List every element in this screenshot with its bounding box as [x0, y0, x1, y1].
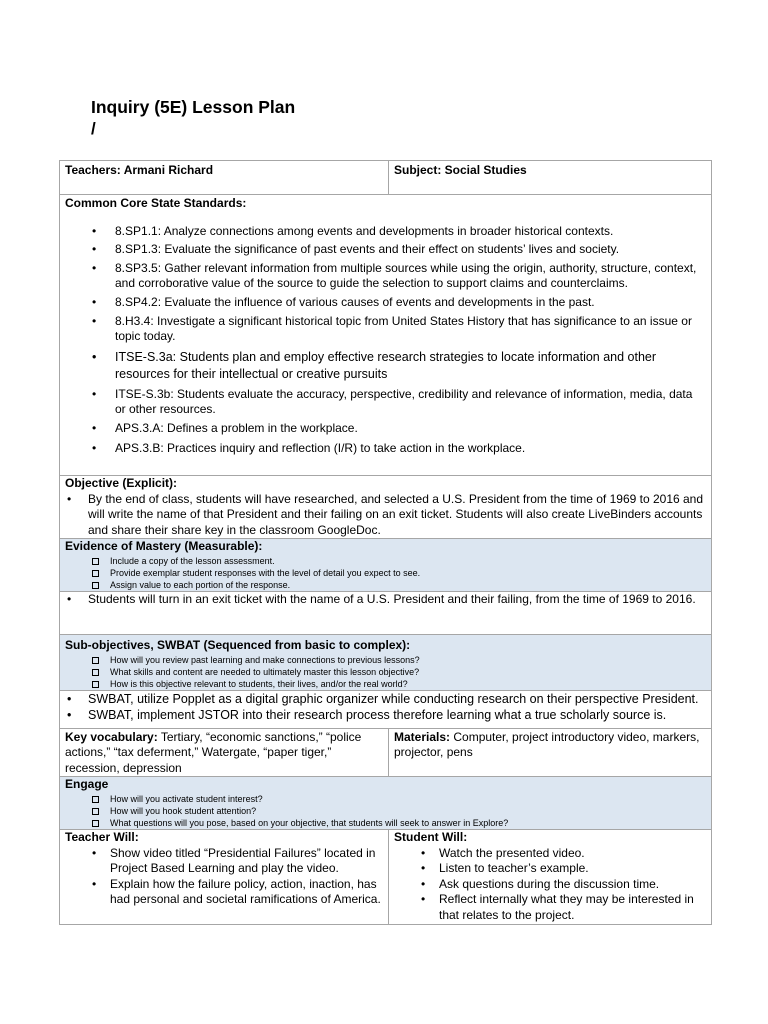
list-item: • SWBAT, utilize Popplet as a digital graphic organizer while conducting research on their perspective President.	[65, 691, 706, 708]
teacher-will-heading: Teacher Will:	[65, 829, 139, 844]
list-item: • Listen to teacher’s example.	[394, 861, 706, 877]
list-item: • APS.3.B: Practices inquiry and reflection (I/R) to take action in the workplace.	[65, 441, 706, 457]
list-item: • SWBAT, implement JSTOR into their research process therefore learning what a true scholarly source is.	[65, 707, 706, 724]
vocab-text: Tertiary, “economic sanctions,” “police actions,” “tax deferment,” Watergate, “paper tiger,” recession, depression	[65, 729, 362, 775]
materials-text: Computer, project introductory video, markers, projector, pens	[394, 729, 700, 760]
prompt-item: How will you activate student interest?	[65, 793, 706, 805]
list-item: • By the end of class, students will have researched, and selected a U.S. President from the time of 1969 to 2016 and will write the name of that President and their failing on an exit ticket. Students will also create LiveBinders accounts and share their share key in the classroom GoogleDoc.	[65, 492, 706, 539]
prompt-item: How is this objective relevant to students, their lives, and/or the real world?	[65, 678, 706, 690]
standards-list	[65, 224, 706, 457]
lesson-plan-table	[59, 160, 712, 925]
list-item: • Explain how the failure policy, action, inaction, has had personal and societal ramifications of America.	[65, 877, 383, 908]
vocab-cell	[60, 728, 389, 777]
prompt-item: How will you review past learning and make connections to previous lessons?	[65, 654, 706, 666]
prompt-item: Assign value to each portion of the response.	[65, 579, 706, 591]
engage-heading: Engage	[65, 777, 109, 792]
engage-cell	[60, 777, 712, 830]
subobjectives-prompts	[65, 654, 706, 690]
teacher-will-cell	[60, 829, 389, 924]
evidence-heading: Evidence of Mastery (Measurable):	[65, 539, 263, 554]
subobjectives-heading: Sub-objectives, SWBAT (Sequenced from basic to complex):	[65, 637, 411, 652]
prompt-item: Provide exemplar student responses with the level of detail you expect to see.	[65, 567, 706, 579]
page-title: Inquiry (5E) Lesson Plan	[91, 97, 296, 117]
standards-row	[60, 195, 712, 476]
objective-list	[65, 492, 706, 539]
materials-cell	[389, 728, 712, 777]
list-item: • 8.SP4.2: Evaluate the influence of various causes of events and developments in the past.	[65, 295, 706, 311]
vocab-label: Key vocabulary:	[65, 729, 158, 744]
evidence-row	[60, 539, 712, 592]
subobjectives-list	[65, 691, 706, 724]
student-will-list	[394, 846, 706, 924]
list-item: • Watch the presented video.	[394, 846, 706, 862]
engage-prompts	[65, 793, 706, 829]
teacher-will-list	[65, 846, 383, 908]
header-row	[60, 161, 712, 195]
list-item: • ITSE-S.3b: Students evaluate the accuracy, perspective, credibility and relevance of information, media, data or other resources.	[65, 387, 706, 418]
evidence-cell	[60, 539, 712, 592]
subobjectives-items-row	[60, 690, 712, 728]
subobjectives-items-cell	[60, 690, 712, 728]
engage-will-row	[60, 829, 712, 924]
prompt-item: Include a copy of the lesson assessment.	[65, 555, 706, 567]
list-item: • 8.SP1.3: Evaluate the significance of past events and their effect on students’ lives and society.	[65, 242, 706, 258]
teachers-cell: Teachers: Armani Richard	[60, 161, 389, 195]
objective-row	[60, 476, 712, 539]
vocab-materials-row	[60, 728, 712, 777]
subject-cell: Subject: Social Studies	[389, 161, 712, 195]
evidence-items-row	[60, 591, 712, 634]
evidence-items-cell	[60, 591, 712, 634]
prompt-item: What questions will you pose, based on your objective, that students will seek to answer in Explore?	[65, 817, 706, 829]
list-item: • 8.SP3.5: Gather relevant information from multiple sources while using the origin, authority, structure, context, and corroborative value of the source to guide the selection to support claims and counterclaims.	[65, 261, 706, 292]
student-will-cell	[389, 829, 712, 924]
prompt-item: How will you hook student attention?	[65, 805, 706, 817]
list-item: • ITSE-S.3a: Students plan and employ effective research strategies to locate information and other resources for their intellectual or creative pursuits	[65, 349, 706, 383]
list-item: • Students will turn in an exit ticket with the name of a U.S. President and their failing, from the time of 1969 to 2016.	[65, 592, 706, 608]
materials-label: Materials:	[394, 729, 451, 744]
student-will-heading: Student Will:	[394, 829, 468, 844]
evidence-prompts	[65, 555, 706, 591]
list-item: • Show video titled “Presidential Failures” located in Project Based Learning and play the video.	[65, 846, 383, 877]
list-item: • 8.H3.4: Investigate a significant historical topic from United States History that has significance to an issue or topic today.	[65, 314, 706, 345]
objective-cell	[60, 476, 712, 539]
subobjectives-cell	[60, 634, 712, 690]
list-item: • Ask questions during the discussion time.	[394, 877, 706, 893]
title-slash: /	[91, 119, 96, 138]
prompt-item: What skills and content are needed to ultimately master this lesson objective?	[65, 666, 706, 678]
evidence-list	[65, 592, 706, 608]
standards-heading: Common Core State Standards:	[65, 196, 247, 210]
subobjectives-row	[60, 634, 712, 690]
list-item: • 8.SP1.1: Analyze connections among events and developments in broader historical contexts.	[65, 224, 706, 240]
engage-row	[60, 777, 712, 830]
standards-cell	[60, 195, 712, 476]
list-item: • APS.3.A: Defines a problem in the workplace.	[65, 421, 706, 437]
objective-heading: Objective (Explicit):	[65, 476, 178, 490]
list-item: • Reflect internally what they may be interested in that relates to the project.	[394, 892, 706, 923]
